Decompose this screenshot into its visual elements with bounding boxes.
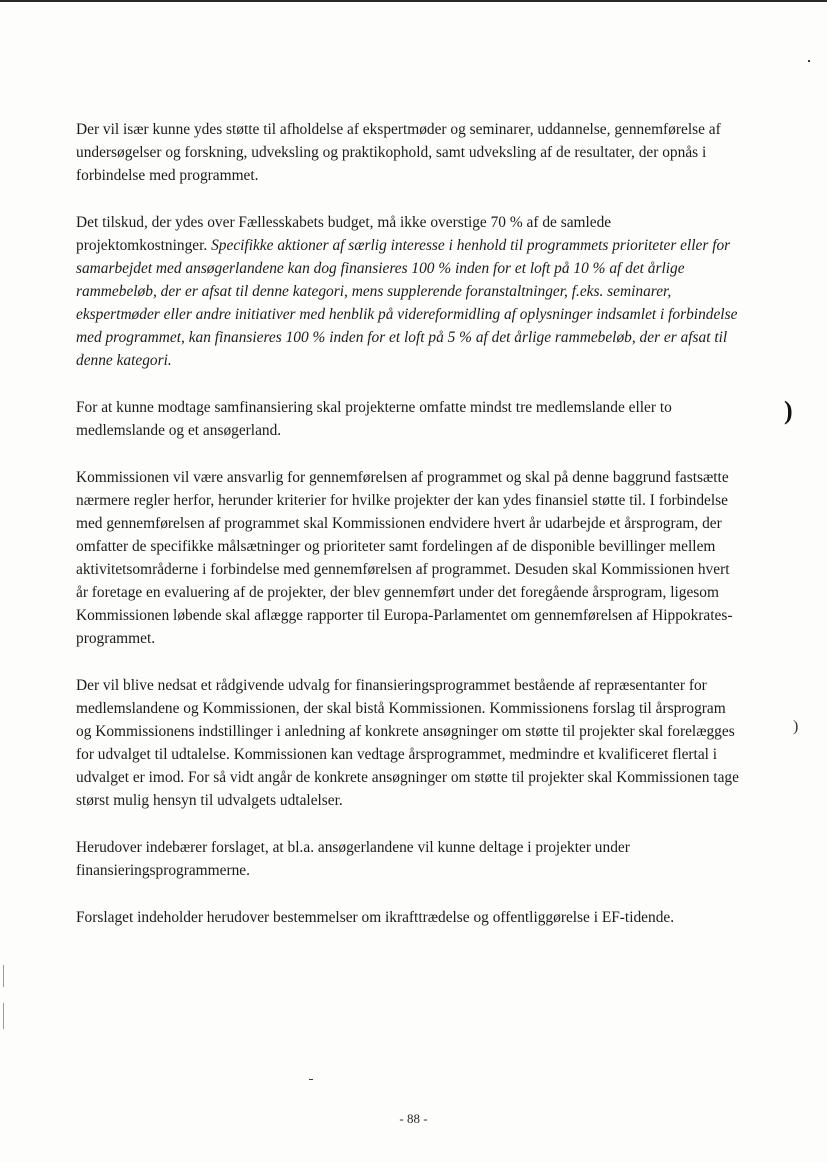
document-body xyxy=(76,118,741,929)
page-number: - 88 - xyxy=(399,1111,428,1126)
scan-mark-bracket: ) xyxy=(784,396,793,425)
scan-mark-bracket-small: ) xyxy=(793,718,799,735)
paragraph-5 xyxy=(76,674,741,812)
scan-speck xyxy=(808,60,810,62)
scan-speck xyxy=(309,1079,313,1080)
paragraph-1 xyxy=(76,118,741,187)
paragraph-6 xyxy=(76,836,741,882)
paragraph-3-text: For at kunne modtage samfinansiering skal projekterne omfatte mindst tre medlemslande eller to medlemslande og et ansøgerland. xyxy=(76,399,672,439)
scan-edge-mark xyxy=(3,1003,4,1029)
paragraph-3 xyxy=(76,396,741,442)
scan-edge-mark xyxy=(3,965,4,987)
top-rule xyxy=(0,0,827,2)
paragraph-5-text: Der vil blive nedsat et rådgivende udvalg for finansieringsprogrammet bestående af repræsentanter for medlemslandene og Kommissionen, der skal bistå Kommissionen. Kommissionens forslag til årsprogram og Kommissionens indstillinger i anledning af konkrete ansøgninger om støtte til projekter skal forelægges for udvalget til udtalelse. Kommissionen kan vedtage årsprogrammet, medmindre et kvalificeret flertal i udvalget er imod. For så vidt angår de konkrete ansøgninger om støtte til projekter skal Kommissionen tage størst mulig hensyn til udvalgets udtalelser. xyxy=(76,677,739,809)
paragraph-4 xyxy=(76,466,741,650)
paragraph-7 xyxy=(76,906,741,929)
paragraph-7-text: Forslaget indeholder herudover bestemmelser om ikrafttrædelse og offentliggørelse i EF-tidende. xyxy=(76,909,675,926)
paragraph-4-text: Kommissionen vil være ansvarlig for gennemførelsen af programmet og skal på denne baggrund fastsætte nærmere regler herfor, herunder kriterier for hvilke projekter der kan ydes finansiel støtte til. I forbindelse med gennemførelsen af programmet skal Kommissionen endvidere hvert år udarbejde et årsprogram, der omfatter de specifikke målsætninger og prioriteter samt fordelingen af de disponible bevillinger mellem aktivitetsområderne i forbindelse med gennemførelsen af programmet. Desuden skal Kommissionen hvert år foretage en evaluering af de projekter, der blev gennemført under det foregående årsprogram, ligesom Kommissionen løbende skal aflægge rapporter til Europa-Parlamentet om gennemførelsen af Hippokrates-programmet. xyxy=(76,469,733,647)
paragraph-2-text: Det tilskud, der ydes over Fællesskabets budget, må ikke overstige 70 % af de samlede projektomkostninger. xyxy=(76,214,612,254)
paragraph-2 xyxy=(76,211,741,372)
paragraph-2-italic-text: Specifikke aktioner af særlig interesse i henhold til programmets prioriteter eller for samarbejdet med ansøgerlandene kan dog finansieres 100 % inden for et loft på 10 % af det årlige rammebeløb, der er afsat til denne kategori, mens supplerende foranstaltninger, f.eks. seminarer, ekspertmøder eller andre initiativer med henblik på videreformidling af oplysninger indsamlet i forbindelse med programmet, kan finansieres 100 % inden for et loft på 5 % af det årlige rammebeløb, der er afsat til denne kategori. xyxy=(76,237,738,369)
paragraph-6-text: Herudover indebærer forslaget, at bl.a. ansøgerlandene vil kunne deltage i projekter under finansieringsprogrammerne. xyxy=(76,839,630,879)
paragraph-1-text: Der vil især kunne ydes støtte til afholdelse af ekspertmøder og seminarer, uddannelse, gennemførelse af undersøgelser og forskning, udveksling og praktikophold, samt udveksling af de resultater, der opnås i forbindelse med programmet. xyxy=(76,121,721,184)
